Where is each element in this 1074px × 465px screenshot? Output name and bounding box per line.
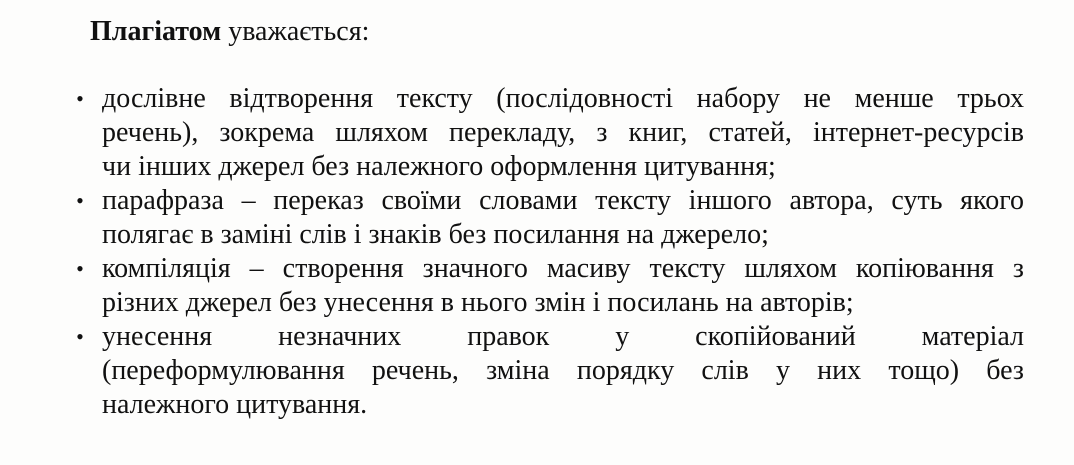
bullet-icon: • bbox=[76, 86, 84, 111]
heading-term: Плагіатом bbox=[90, 16, 222, 47]
list-item bbox=[0, 320, 1074, 422]
list-item-line: парафраза – переказ своїми словами тексту іншого автора, суть якого bbox=[102, 185, 1024, 216]
bullet-icon: • bbox=[76, 256, 84, 281]
bullet-icon: • bbox=[76, 324, 84, 349]
list-item-line: чи інших джерел без належного оформлення цитування; bbox=[102, 151, 776, 182]
list-item bbox=[0, 82, 1074, 184]
section-heading bbox=[90, 14, 369, 50]
list-item-line: компіляція – створення значного масиву тексту шляхом копіювання з bbox=[102, 253, 1024, 284]
list-item bbox=[0, 184, 1074, 252]
list-item-line: речень), зокрема шляхом перекладу, з книг, статей, інтернет-ресурсів bbox=[102, 117, 1024, 148]
bullet-icon: • bbox=[76, 188, 84, 213]
list-item-line: різних джерел без унесення в нього змін і посилань на авторів; bbox=[102, 287, 854, 318]
plagiarism-list bbox=[0, 82, 1074, 422]
list-item-line: дослівне відтворення тексту (послідовності набору не менше трьох bbox=[102, 83, 1024, 114]
list-item bbox=[0, 252, 1074, 320]
list-item-line: (переформулювання речень, зміна порядку слів у них тощо) без bbox=[102, 355, 1024, 386]
list-item-line: належного цитування. bbox=[102, 389, 368, 420]
list-item-line: полягає в заміні слів і знаків без посилання на джерело; bbox=[102, 219, 769, 250]
list-item-line: унесення незначних правок у скопійований матеріал bbox=[102, 321, 1024, 352]
heading-rest: уважається: bbox=[221, 16, 370, 47]
